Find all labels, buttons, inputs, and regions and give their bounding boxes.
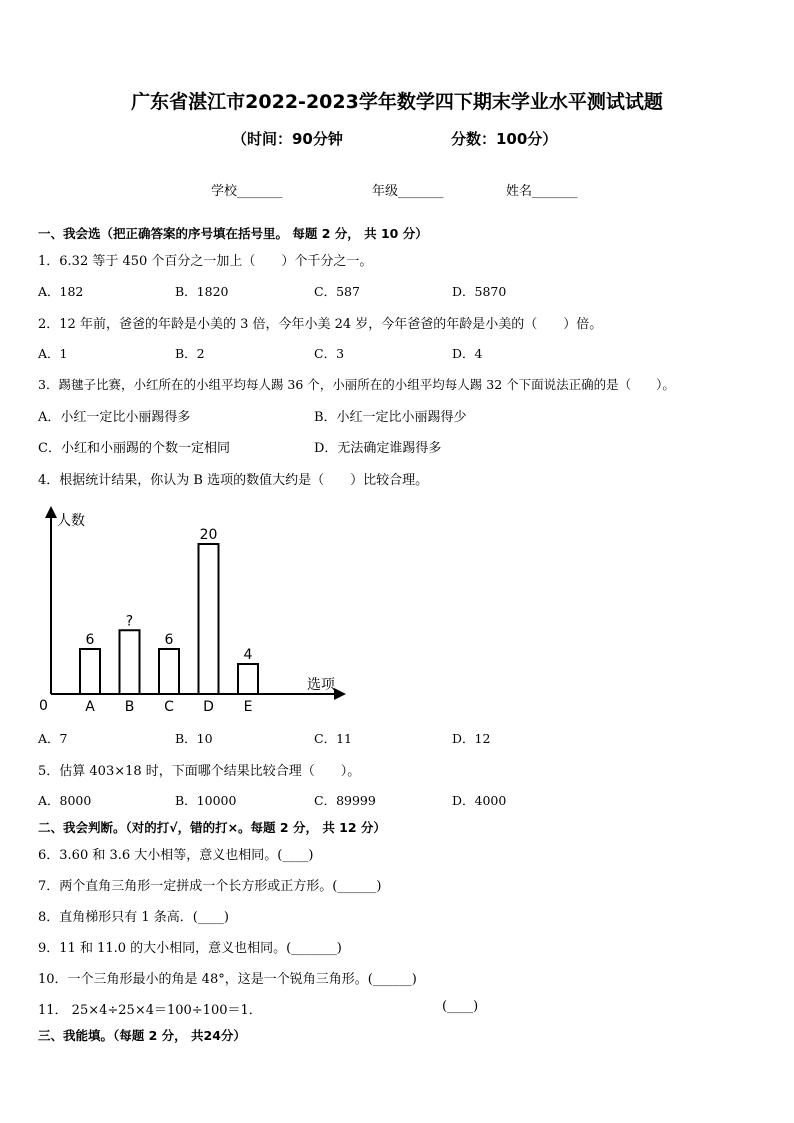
section-1-heading: 一、我会选（把正确答案的序号填在括号里。 每题 2 分， 共 10 分） <box>38 226 428 241</box>
question-8: 8．直角梯形只有 1 条高．(____) <box>38 910 229 925</box>
x-tick-C: C <box>164 699 174 715</box>
question-3: 3．踢毽子比赛，小红所在的小组平均每人踢 36 个，小丽所在的小组平均每人踢 32 个下面说法正确的是（ ）。 <box>38 377 675 392</box>
data-label-A: 6 <box>85 632 95 648</box>
q4-option-c: C．11 <box>314 731 352 746</box>
q11-answer-blank: (____) <box>442 999 479 1014</box>
data-label-C: 6 <box>164 632 174 648</box>
section-3-heading: 三、我能填。（每题 2 分， 共24分） <box>38 1028 246 1043</box>
x-tick-B: B <box>124 699 135 715</box>
x-tick-D: D <box>203 699 214 715</box>
q3-option-d: D．无法确定谁踢得多 <box>314 441 442 456</box>
data-label-E: 4 <box>243 647 253 663</box>
q5-option-c: C．89999 <box>314 793 376 808</box>
q3-option-b: B．小红一定比小丽踢得少 <box>314 410 467 425</box>
bar-E <box>238 664 258 694</box>
q2-option-d: D．4 <box>452 346 483 361</box>
section-2-heading: 二、我会判断。（对的打√，错的打×。每题 2 分， 共 12 分） <box>38 820 386 835</box>
q5-option-d: D．4000 <box>452 793 507 808</box>
question-11: 11． 25×4÷25×4＝100÷100＝1． <box>38 1003 262 1018</box>
q4-option-a: A．7 <box>38 731 68 746</box>
exam-time: （时间：90分钟 <box>232 130 343 148</box>
data-label-D: 20 <box>199 527 218 543</box>
question-4: 4．根据统计结果，你认为 B 选项的数值大约是（ ）比较合理。 <box>38 473 429 488</box>
bar-A <box>80 649 100 694</box>
question-1: 1．6.32 等于 450 个百分之一加上（ ）个千分之一。 <box>38 254 373 269</box>
q5-option-a: A．8000 <box>38 793 92 808</box>
exam-score: 分数：100分） <box>451 130 558 148</box>
q5-option-b: B．10000 <box>175 793 237 808</box>
bar-C <box>159 649 179 694</box>
bar-chart <box>30 500 360 720</box>
q2-option-a: A．1 <box>38 346 68 361</box>
q4-option-d: D．12 <box>452 731 491 746</box>
q4-option-b: B．10 <box>175 731 213 746</box>
q2-option-c: C．3 <box>314 346 345 361</box>
grade-field: 年级_______ <box>372 184 444 199</box>
data-label-B: ? <box>125 613 134 630</box>
question-2: 2．12 年前，爸爸的年龄是小美的 3 倍，今年小美 24 岁，今年爸爸的年龄是小美的（ ）倍。 <box>38 317 603 332</box>
q2-option-b: B．2 <box>175 346 205 361</box>
page-title: 广东省湛江市2022-2023学年数学四下期末学业水平测试试题 <box>131 91 663 113</box>
x-tick-E: E <box>243 699 253 715</box>
q3-option-a: A．小红一定比小丽踢得多 <box>38 410 191 425</box>
q1-option-b: B．1820 <box>175 284 229 299</box>
bar-B <box>120 630 140 694</box>
x-axis-label: 选项 <box>307 677 335 693</box>
question-9: 9．11 和 11.0 的大小相同，意义也相同。(_______) <box>38 941 342 956</box>
q3-option-c: C．小红和小丽踢的个数一定相同 <box>38 441 230 456</box>
y-axis-label: 人数 <box>57 513 85 529</box>
question-5: 5．估算 403×18 时，下面哪个结果比较合理（ ）。 <box>38 764 361 779</box>
name-field: 姓名_______ <box>506 184 578 199</box>
q1-option-d: D．5870 <box>452 284 507 299</box>
question-10: 10．一个三角形最小的角是 48°，这是一个锐角三角形。(______) <box>38 972 417 987</box>
q1-option-a: A．182 <box>38 284 84 299</box>
q1-option-c: C．587 <box>314 284 360 299</box>
bar-D <box>199 544 219 694</box>
x-tick-A: A <box>85 699 95 715</box>
origin-label: 0 <box>39 698 48 714</box>
question-6: 6．3.60 和 3.6 大小相等，意义也相同。(____) <box>38 848 314 863</box>
school-field: 学校_______ <box>211 184 283 199</box>
question-7: 7．两个直角三角形一定拼成一个长方形或正方形。(______) <box>38 879 382 894</box>
